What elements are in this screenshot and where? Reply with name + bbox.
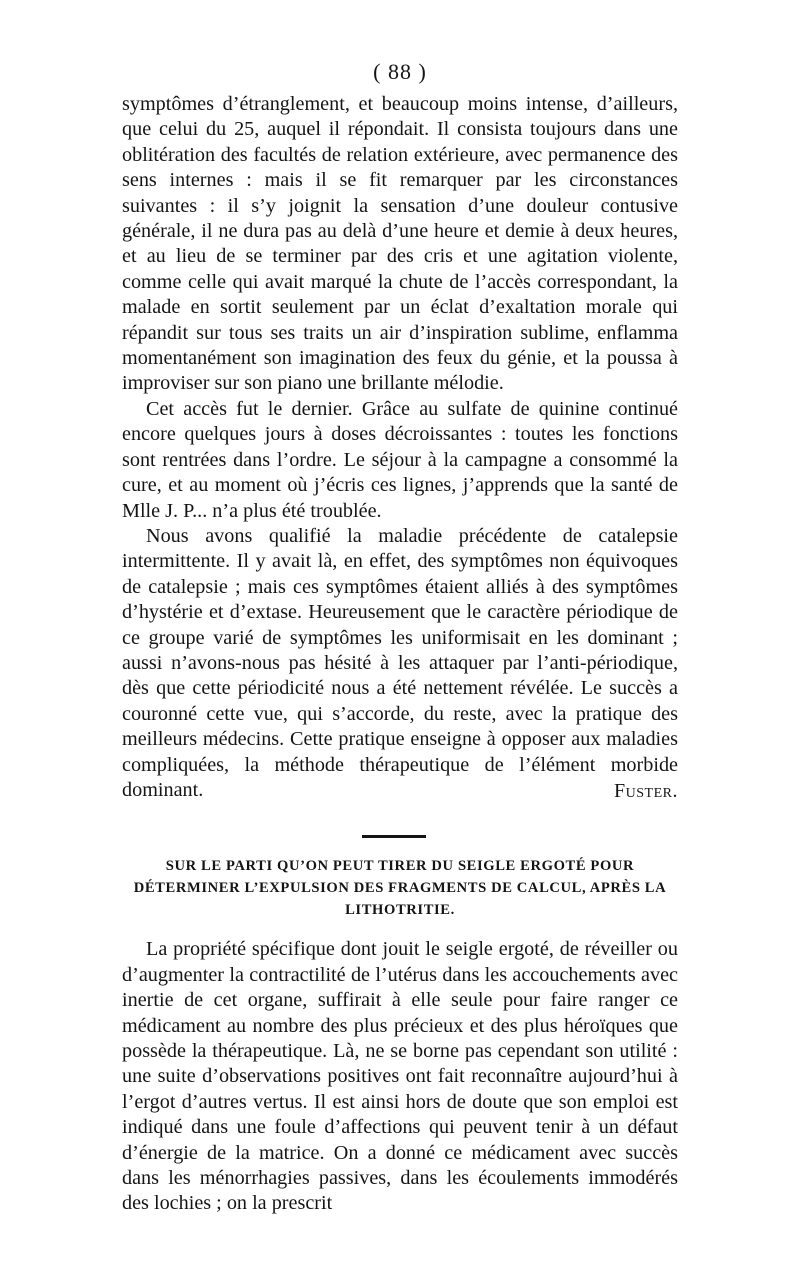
paragraph-4: La propriété spécifique dont jouit le seigle ergoté, de réveiller ou d’augmenter la contractilité de l’utérus dans les accouchements avec inertie de cet organe, suffirait à elle seule pour faire ranger ce médicament au nombre des plus précieux et des plus héroïques que possède la thérapeutique. Là, ne se borne pas cependant son utilité : une suite d’observations positives ont fait reconnaître aujourd’hui à l’ergot d’autres vertus. Il est ainsi hors de doute que son emploi est indiqué dans une foule d’affections qui peuvent tenir à un défaut d’énergie de la matrice. On a donné ce médicament avec succès dans les ménorrhagies passives, dans les écoulements immodérés des lochies ; on la prescrit bbox=[122, 938, 678, 1215]
paragraph-2: Cet accès fut le dernier. Grâce au sulfate de quinine continué encore quelques jours à doses décroissantes : toutes les fonctions sont rentrées dans l’ordre. Le séjour à la campagne a consommé la cure, et au moment où j’écris ces lignes, j’apprends que la santé de Mlle J. P... n’a plus été troublée. bbox=[122, 397, 678, 522]
author-signature: Fuster. bbox=[614, 780, 678, 803]
paragraph-1: symptômes d’étranglement, et beaucoup moins intense, d’ailleurs, que celui du 25, auquel il répondait. Il consista toujours dans une oblitération des facultés de relation extérieure, avec permanence des sens internes : mais il se fit remarquer par les circonstances suivantes : il s’y joignit la sensation d’une douleur contusive générale, il ne dura pas au delà d’une heure et demie à deux heures, et au lieu de se terminer par des cris et une agitation violente, comme celle qui avait marqué la chute de l’accès correspondant, la malade en sortit seulement par un éclat d’exaltation morale qui répandit sur tous ses traits un air d’inspiration sublime, enflamma momentanément son imagination des feux du génie, et la poussa à improviser sur son piano une brillante mélodie. bbox=[122, 93, 678, 395]
separator-rule bbox=[362, 835, 426, 838]
page-number: ( 88 ) bbox=[373, 59, 427, 84]
article-title: SUR LE PARTI QU’ON PEUT TIRER DU SEIGLE ERGOTÉ POUR DÉTERMINER L’EXPULSION DES FRAGMENTS DE CALCUL, APRÈS LA LITHOTRITIE. bbox=[133, 858, 667, 919]
document-page bbox=[122, 58, 678, 1217]
paragraph-3: Nous avons qualifié la maladie précédente de catalepsie intermittente. Il y avait là, en effet, des symptômes non équivoques de catalepsie ; mais ces symptômes étaient alliés à des symptômes d’hystérie et d’extase. Heureusement que le caractère périodique de ce groupe varié de symptômes les uniformisait en les dominant ; aussi n’avons-nous pas hésité à les attaquer par l’anti-périodique, dès que cette périodicité nous a été nettement révélée. Le succès a couronné cette vue, qui s’accorde, du reste, avec la pratique des meilleurs médecins. Cette pratique enseigne à opposer aux maladies compliquées, la méthode thérapeutique de l’élément morbide dominant. bbox=[122, 524, 678, 801]
section-separator bbox=[122, 803, 678, 855]
paragraph-3-container bbox=[122, 524, 678, 803]
